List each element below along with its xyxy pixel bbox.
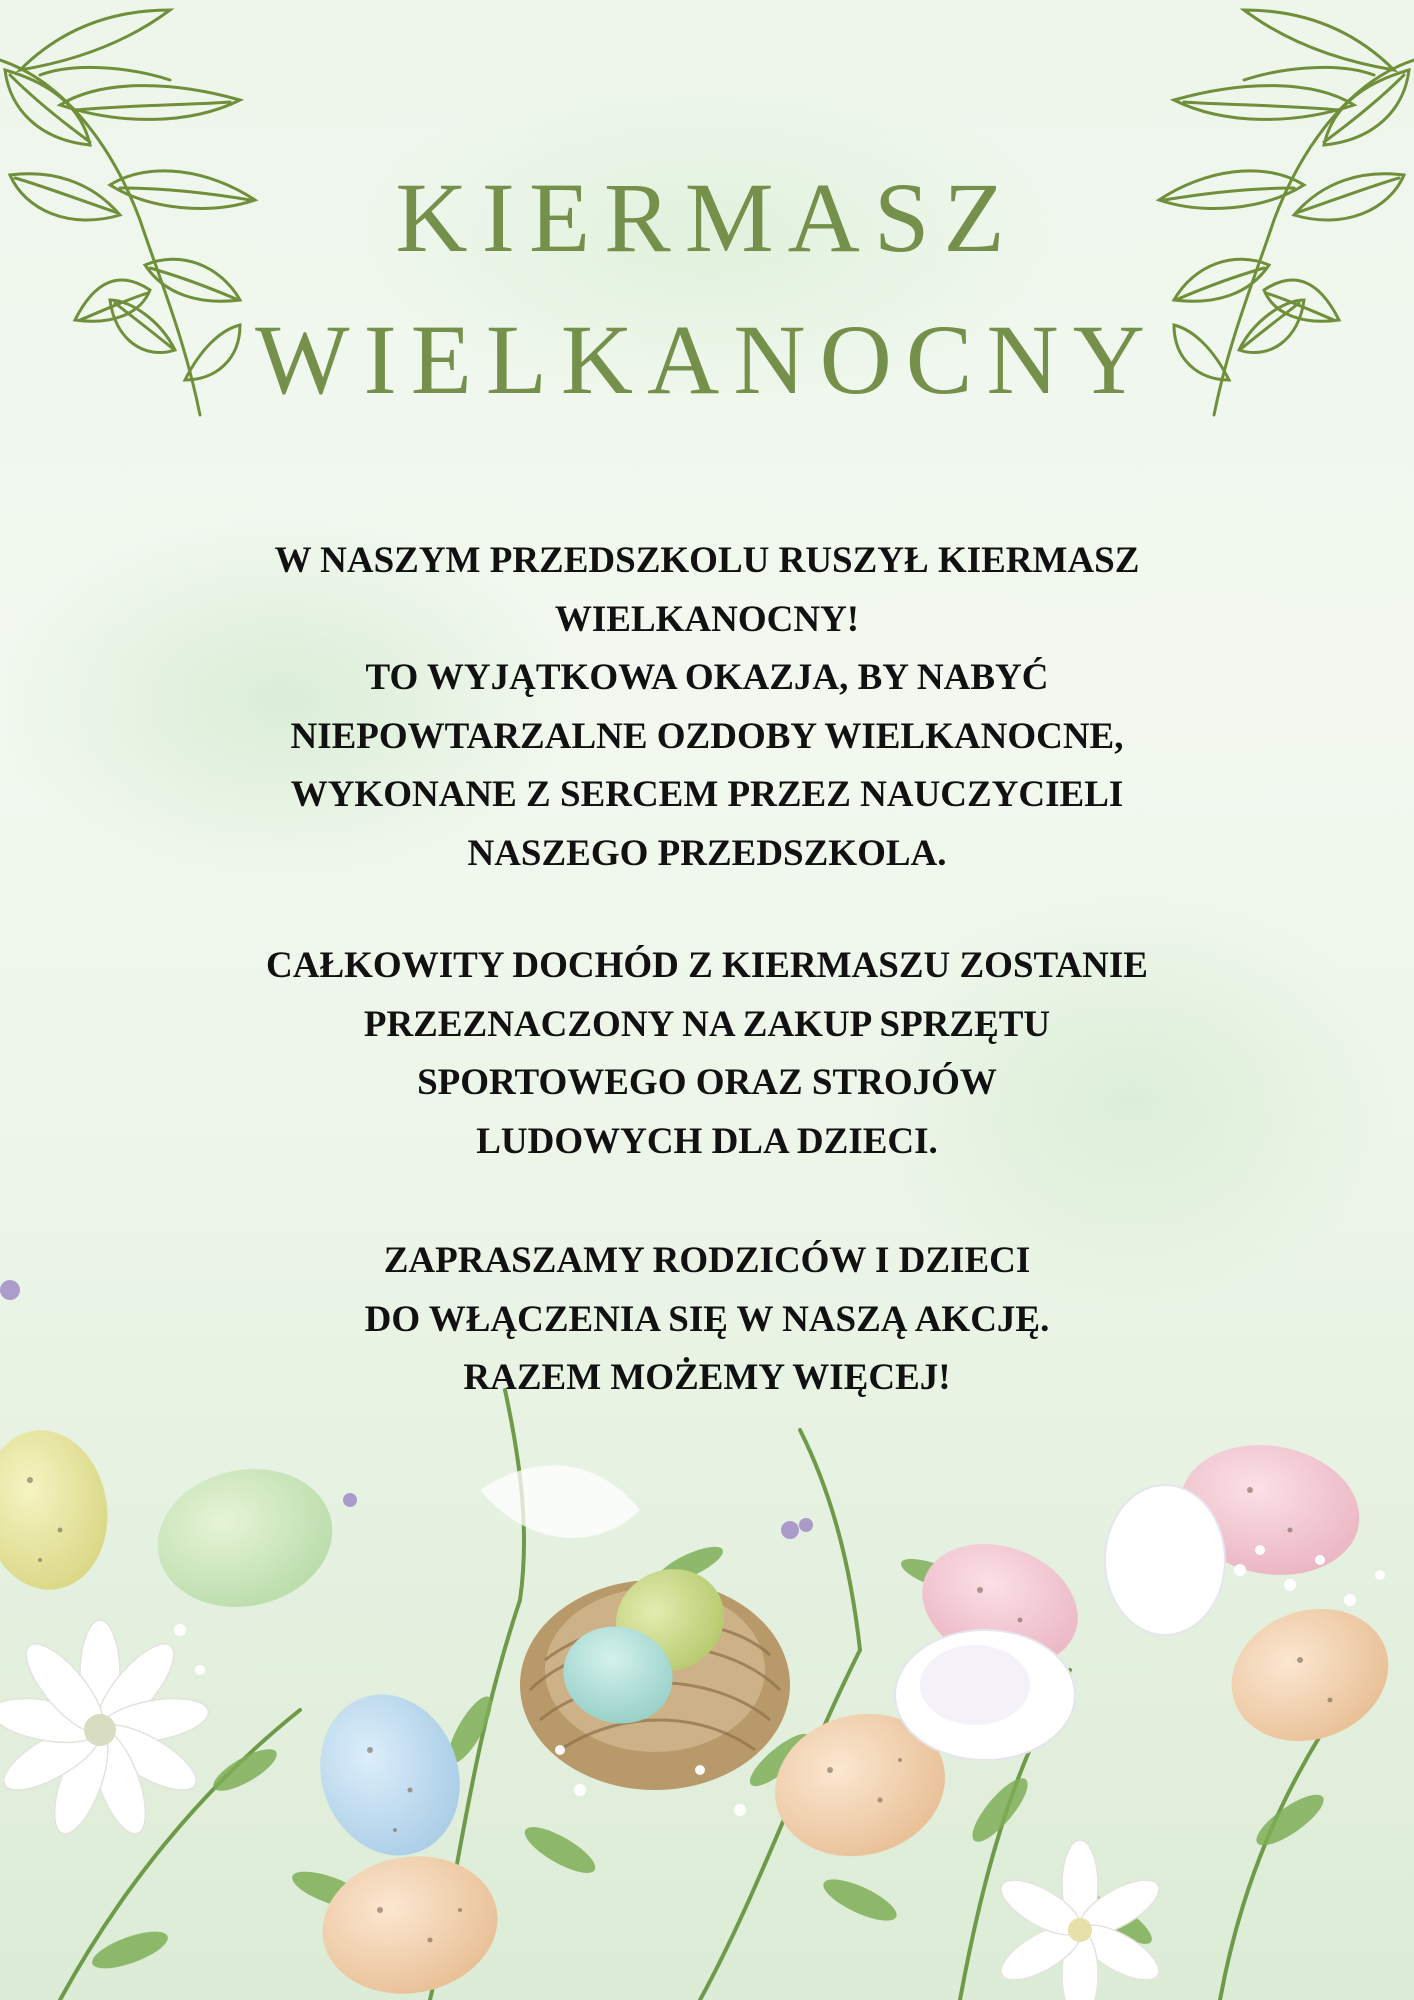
- text-line: CAŁKOWITY DOCHÓD Z KIERMASZU ZOSTANIE: [266, 945, 1148, 986]
- title-line-1: KIERMASZ: [395, 162, 1019, 273]
- text-line: DO WŁĄCZENIA SIĘ W NASZĄ AKCJĘ.: [364, 1298, 1050, 1340]
- text-line: PRZEZNACZONY NA ZAKUP SPRZĘTU: [363, 1003, 1051, 1045]
- text-line: ZAPRASZAMY RODZICÓW I DZIECI: [383, 1240, 1031, 1281]
- easter-decoration: [0, 1130, 1414, 2000]
- text-line: WYKONANE Z SERCEM PRZEZ NAUCZYCIELI: [290, 774, 1124, 815]
- text-line: SPORTOWEGO ORAZ STROJÓW: [417, 1062, 997, 1103]
- text-line: NASZEGO PRZEDSZKOLA.: [467, 832, 947, 874]
- text-line: RAZEM MOŻEMY WIĘCEJ!: [463, 1357, 951, 1398]
- title-line-2: WIELKANOCNY: [255, 304, 1159, 415]
- text-line: NIEPOWTARZALNE OZDOBY WIELKANOCNE,: [290, 715, 1124, 757]
- text-line: LUDOWYCH DLA DZIECI.: [476, 1120, 938, 1162]
- paragraph-announcement: [200, 532, 1214, 883]
- text-line: TO WYJĄTKOWA OKAZJA, BY NABYĆ: [365, 657, 1049, 698]
- text-line: WIELKANOCNY!: [554, 598, 860, 640]
- text-line: W NASZYM PRZEDSZKOLU RUSZYŁ KIERMASZ: [274, 540, 1140, 581]
